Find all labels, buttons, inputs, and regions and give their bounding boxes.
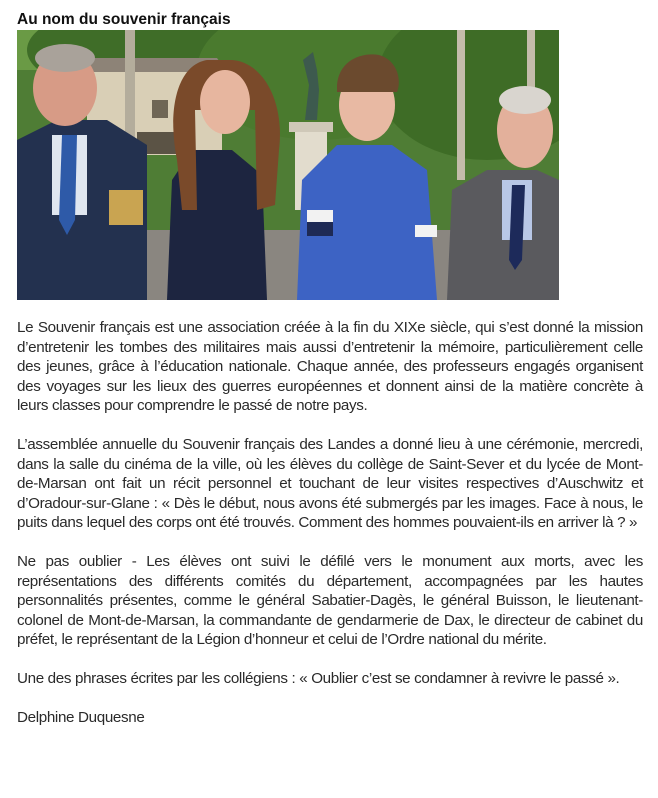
photo-illustration (17, 30, 559, 300)
article-author: Delphine Duquesne (17, 708, 145, 726)
article-body (17, 318, 643, 746)
article-photo (17, 30, 559, 300)
article-paragraph-2: L’assemblée annuelle du Souvenir français des Landes a donné lieu à une cérémonie, mercredi, dans la salle du cinéma de la ville, où les élèves du collège de Saint-Sever et du lycée de Mont-de-Marsan ont fait un récit personnel et touchant de leur visites respectives d’Auschwitz et d’Oradour-sur-Glane : « Dès le début, nous avons été submergés par les images. Face à nous, le puits dans lequel des corps ont été trouvés. Comment des hommes pouvaient-ils en arriver là ? » (17, 435, 643, 532)
article-paragraph-3: Ne pas oublier - Les élèves ont suivi le défilé vers le monument aux morts, avec les représentations des différents comités du département, accompagnées par les hautes personnalités présentes, comme le général Sabatier-Dagès, le général Buisson, le lieutenant-colonel de Mont-de-Marsan, la commandante de gendarmerie de Dax, le directeur de cabinet du préfet, le représentant de la Légion d’honneur et celui de l’Ordre national du mérite. (17, 552, 643, 649)
article-title: Au nom du souvenir français (17, 11, 231, 28)
article-paragraph-1: Le Souvenir français est une association créée à la fin du XIXe siècle, qui s’est donné la mission d’entretenir les tombes des militaires mais aussi d’entretenir la mémoire, particulièrement celle des jeunes, grâce à l’éducation nationale. Chaque année, des professeurs engagés organisent des voyages sur les lieux des guerres européennes et donnent ainsi de la matière concrète à leurs classes pour comprendre le passé de notre pays. (17, 319, 643, 415)
article-paragraph-4: Une des phrases écrites par les collégiens : « Oublier c’est se condamner à revivre le passé ». (17, 669, 620, 687)
